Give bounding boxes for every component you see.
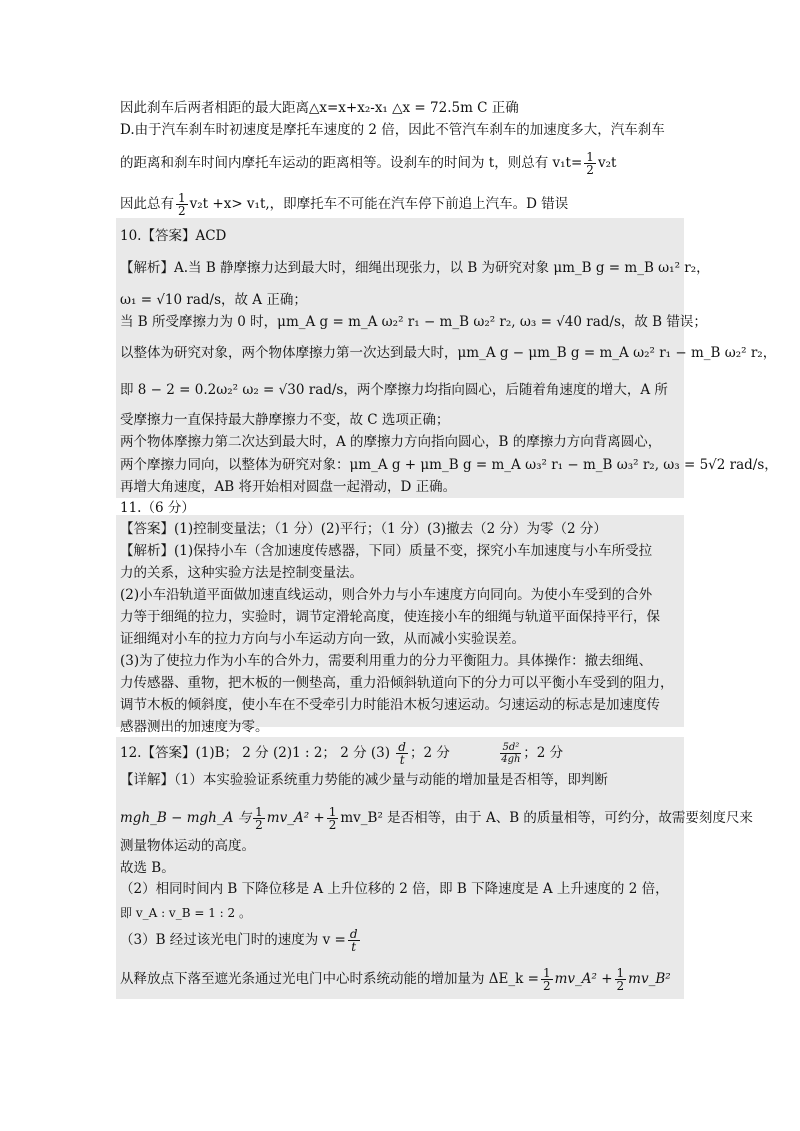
- text-line: 【详解】（1）本实验验证系统重力势能的减少量与动能的增加量是否相等，即判断: [120, 772, 608, 788]
- text-line: 即 v_A : v_B = 1 : 2 。: [120, 906, 251, 920]
- fraction: $\frac{1}{2}$: [616, 966, 625, 993]
- fraction: $\frac{\text{5d²}}{4gh}$: [501, 742, 521, 765]
- text-line: 力的关系，这种实验方法是控制变量法。: [120, 565, 363, 581]
- fraction: $\frac{1}{2}$: [255, 805, 263, 832]
- text-segment: 因此总有: [120, 196, 174, 212]
- text-line: [120, 961, 680, 997]
- text-line: 力传感器、重物，把木板的一侧垫高，重力沿倾斜轨道向下的分力可以平衡小车受到的阻力，: [120, 675, 674, 691]
- text-line: [120, 145, 680, 181]
- text-line: ω₁ = √10 rad/s，故 A 正确；: [120, 292, 307, 308]
- text-line: 因此刹车后两者相距的最大距离△x=x+x₂-x₁ △x = 72.5m C 正确: [120, 100, 519, 116]
- text-line: 两个物体摩擦力第二次达到最大时，A 的摩擦力方向指向圆心，B 的摩擦力方向背离圆心，: [120, 434, 662, 450]
- text-segment: ；2 分: [523, 745, 564, 761]
- text-line: 证细绳对小车的拉力方向与小车运动方向一致，从而减小实验误差。: [120, 631, 525, 647]
- text-segment: （3）B 经过该光电门时的速度为 v =: [120, 932, 346, 948]
- text-line: (3)为了使拉力作为小车的合外力，需要利用重力的分力平衡阻力。具体操作：撤去细绳、: [120, 653, 653, 669]
- text-line: 以整体为研究对象，两个物体摩擦力第一次达到最大时，μm_A g − μm_B g = m_A ω₂² r₁ − m_B ω₂² r₂，: [120, 345, 777, 361]
- text-segment: ；2 分: [409, 745, 450, 761]
- fraction: $\frac{1}{2}$: [542, 966, 551, 993]
- text-line: 测量物体运动的高度。: [120, 838, 255, 854]
- text-segment: 12.【答案】(1)B； 2 分 (2)1 : 2； 2 分 (3): [120, 745, 390, 761]
- text-segment: mv_B²: [628, 971, 671, 987]
- text-line: 力等于细绳的拉力，实验时，调节定滑轮高度，使连接小车的细绳与轨道平面保持平行，保: [120, 609, 660, 625]
- text-line: D.由于汽车刹车时初速度是摩托车速度的 2 倍，因此不管汽车刹车的加速度多大，汽车刹车: [120, 122, 665, 138]
- text-line: 受摩擦力一直保持最大静摩擦力不变，故 C 选项正确；: [120, 412, 450, 428]
- text-line: [120, 186, 680, 222]
- text-line: 故选 B。: [120, 860, 175, 876]
- text-line: 感器测出的加速度为零。: [120, 719, 269, 735]
- text-line: [120, 922, 680, 958]
- text-line: 再增大角速度，AB 将开始相对圆盘一起滑动，D 正确。: [120, 479, 457, 495]
- text-segment: 的距离和刹车时间内摩托车运动的距离相等。设刹车的时间为 t，则总有 v₁t=: [120, 155, 583, 171]
- text-line: （2）相同时间内 B 下降位移是 A 上升位移的 2 倍，即 B 下降速度是 A 上升速度的 2 倍，: [120, 881, 669, 897]
- text-segment: mv_A² +: [554, 971, 613, 987]
- text-segment: mv_B² 是否相等，由于 A、B 的质量相等，可约分，故需要刻度尺来: [340, 810, 753, 826]
- text-line: 【解析】(1)保持小车（含加速度传感器，下同）质量不变，探究小车加速度与小车所受拉: [120, 543, 653, 559]
- text-line: 即 8 − 2 = 0.2ω₂² ω₂ = √30 rad/s，两个摩擦力均指向圆心，后随着角速度的增大，A 所: [120, 382, 668, 398]
- fraction: $\frac{1}{2}$: [328, 805, 337, 832]
- text-segment: mgh_B − mgh_A 与: [120, 810, 252, 826]
- text-line: 两个摩擦力同向，以整体为研究对象：μm_A g + μm_B g = m_A ω₃² r₁ − m_B ω₃² r₂, ω₃ = 5√2 rad/s，: [120, 457, 778, 473]
- text-line: (2)小车沿轨道平面做加速直线运动，则合外力与小车速度方向同向。为使小车受到的合外: [120, 587, 653, 603]
- text-line: 调节木板的倾斜度，使小车在不受牵引力时能沿木板匀速运动。匀速运动的标志是加速度传: [120, 697, 660, 713]
- text-segment: v₂t +x> v₁t,，即摩托车不可能在汽车停下前追上汽车。D 错误: [189, 196, 569, 212]
- text-line: 【答案】(1)控制变量法；（1 分）(2)平行；（1 分）(3)撤去（2 分）为零（2 分）: [120, 521, 607, 537]
- text-line: 当 B 所受摩擦力为 0 时，μm_A g = m_A ω₂² r₁ − m_B ω₂² r₂, ω₃ = √40 rad/s，故 B 错误；: [120, 314, 707, 330]
- fraction: $\frac{d}{t}$: [398, 740, 406, 767]
- text-segment: v₂t: [597, 155, 617, 171]
- question-heading: 10.【答案】ACD: [120, 228, 227, 244]
- fraction: $\frac{1}{2}$: [586, 150, 594, 177]
- question-heading: [120, 735, 680, 771]
- text-segment: mv_A² +: [266, 810, 325, 826]
- text-line: 【解析】A.当 B 静摩擦力达到最大时，细绳出现张力，以 B 为研究对象 μm_B g = m_B ω₁² r₂，: [120, 260, 710, 276]
- fraction: $\frac{d}{t}$: [349, 927, 358, 954]
- text-segment: 从释放点下落至遮光条通过光电门中心时系统动能的增加量为 ΔE_k =: [120, 971, 539, 987]
- fraction: $\frac{1}{2}$: [178, 191, 186, 218]
- text-line: [120, 800, 753, 836]
- question-heading: 11.（6 分）: [120, 500, 195, 516]
